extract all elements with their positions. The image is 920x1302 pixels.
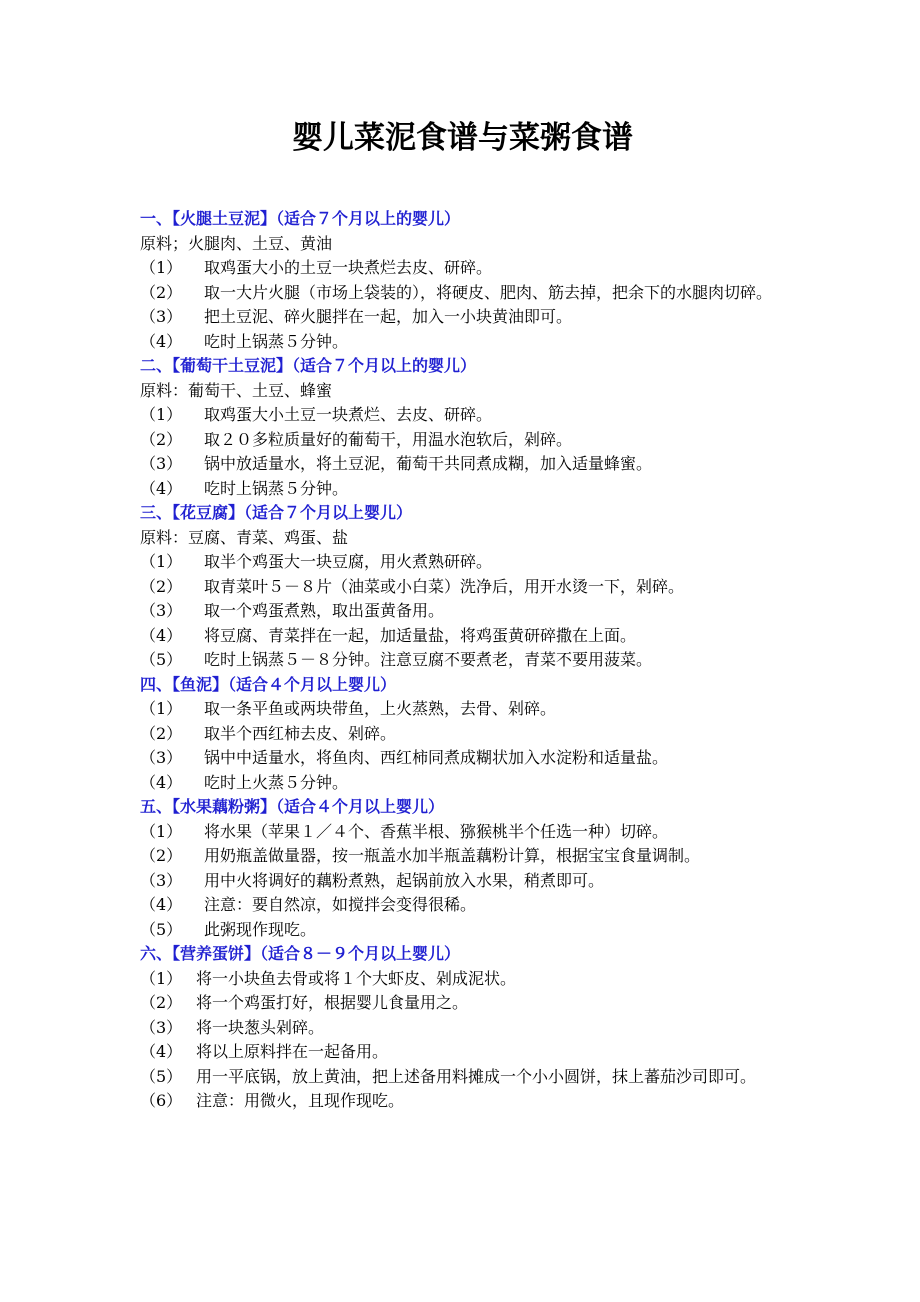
step-number: （2） (140, 723, 183, 743)
section-heading: 四、【鱼泥】（适合４个月以上婴儿） (140, 674, 397, 694)
step-text: 此粥现作现吃。 (204, 919, 317, 939)
step-text: 吃时上火蒸５分钟。 (204, 772, 349, 792)
ingredients-line: 原料；火腿肉、土豆、黄油 (140, 233, 333, 253)
step-number: （4） (140, 625, 183, 645)
step-line (140, 1016, 785, 1041)
step-number: （1） (140, 968, 183, 988)
step-text: 吃时上锅蒸５－８分钟。注意豆腐不要煮老，青菜不要用菠菜。 (204, 650, 653, 669)
step-number: （1） (140, 405, 183, 424)
step-number: （1） (140, 552, 183, 571)
ingredients-line: 原料：葡萄干、土豆、蜂蜜 (140, 380, 333, 400)
step-text: 锅中中适量水，将鱼肉、西红柿同煮成糊状加入水淀粉和适量盐。 (204, 748, 669, 767)
step-number: （3） (140, 870, 183, 890)
step-line (140, 648, 785, 673)
recipe-section (140, 501, 785, 673)
step-number: （5） (140, 919, 183, 939)
step-line (140, 967, 785, 992)
step-line (140, 403, 785, 428)
step-number: （3） (140, 748, 183, 767)
step-text: 取鸡蛋大小的土豆一块煮烂去皮、研碎。 (204, 258, 493, 277)
page-title: 婴儿菜泥食谱与菜粥食谱 (292, 120, 633, 156)
step-number: （5） (140, 1066, 183, 1086)
step-text: 吃时上锅蒸５分钟。 (204, 478, 349, 498)
step-number: （4） (140, 478, 183, 498)
step-number: （3） (140, 307, 183, 326)
step-number: （2） (140, 993, 183, 1012)
recipe-section (140, 673, 785, 796)
step-text: 取鸡蛋大小土豆一块煮烂、去皮、研碎。 (204, 405, 493, 424)
step-text: 取２０多粒质量好的葡萄干，用温水泡软后，剁碎。 (204, 429, 573, 449)
step-text: 锅中放适量水，将土豆泥，葡萄干共同煮成糊，加入适量蜂蜜。 (204, 454, 653, 473)
step-number: （4） (140, 772, 183, 792)
section-heading: 二、【葡萄干土豆泥】（适合７个月以上的婴儿） (140, 356, 477, 375)
step-line (140, 452, 785, 477)
step-line (140, 281, 785, 306)
recipe-list (140, 207, 785, 1114)
step-line (140, 722, 785, 747)
step-text: 取一条平鱼或两块带鱼，上火蒸熟，去骨、剁碎。 (204, 699, 557, 718)
recipe-section (140, 942, 785, 1114)
step-number: （2） (140, 429, 183, 449)
step-line (140, 991, 785, 1016)
step-number: （4） (140, 331, 183, 351)
step-line (140, 820, 785, 845)
step-text: 取一大片火腿（市场上袋装的），将硬皮、肥肉、筋去掉，把余下的水腿肉切碎。 (204, 282, 773, 302)
step-number: （2） (140, 846, 183, 865)
step-text: 用一平底锅，放上黄油，把上述备用料摊成一个小小圆饼，抹上蕃茄沙司即可。 (196, 1066, 757, 1086)
step-number: （1） (140, 699, 183, 718)
step-number: （1） (140, 821, 183, 841)
step-line (140, 746, 785, 771)
step-number: （1） (140, 258, 183, 277)
step-text: 取青菜叶５－８片（油菜或小白菜）洗净后，用开水烫一下，剁碎。 (204, 576, 685, 596)
section-heading: 六、【营养蛋饼】（适合８－９个月以上婴儿） (140, 944, 461, 963)
step-line (140, 305, 785, 330)
recipe-section (140, 795, 785, 942)
step-number: （2） (140, 576, 183, 596)
step-line (140, 771, 785, 796)
ingredients-line: 原料：豆腐、青菜、鸡蛋、盐 (140, 527, 349, 547)
step-line (140, 869, 785, 894)
step-text: 将以上原料拌在一起备用。 (196, 1042, 389, 1061)
step-text: 取半个西红柿去皮、剁碎。 (204, 723, 397, 743)
step-line (140, 1089, 785, 1114)
step-text: 取一个鸡蛋煮熟，取出蛋黄备用。 (204, 601, 445, 620)
section-heading: 三、【花豆腐】（适合７个月以上婴儿） (140, 503, 413, 522)
step-line (140, 1040, 785, 1065)
step-number: （2） (140, 282, 183, 302)
recipe-section (140, 207, 785, 354)
step-line (140, 697, 785, 722)
step-text: 注意：用微火，且现作现吃。 (196, 1091, 405, 1110)
step-line (140, 1065, 785, 1090)
step-text: 用奶瓶盖做量器，按一瓶盖水加半瓶盖藕粉计算，根据宝宝食量调制。 (204, 846, 701, 865)
step-text: 吃时上锅蒸５分钟。 (204, 331, 349, 351)
step-line (140, 575, 785, 600)
step-text: 将一小块鱼去骨或将１个大虾皮、剁成泥状。 (196, 968, 517, 988)
step-text: 用中火将调好的藕粉煮熟，起锅前放入水果，稍煮即可。 (204, 870, 605, 890)
section-heading: 一、【火腿土豆泥】（适合７个月以上的婴儿） (140, 209, 461, 228)
step-line (140, 893, 785, 918)
step-line (140, 256, 785, 281)
step-text: 把土豆泥、碎火腿拌在一起，加入一小块黄油即可。 (204, 307, 573, 326)
section-heading: 五、【水果藕粉粥】（适合４个月以上婴儿） (140, 797, 445, 816)
step-number: （3） (140, 601, 183, 620)
recipe-section (140, 354, 785, 501)
step-number: （3） (140, 454, 183, 473)
step-line (140, 599, 785, 624)
step-number: （4） (140, 895, 183, 914)
step-text: 将豆腐、青菜拌在一起，加适量盐，将鸡蛋黄研碎撒在上面。 (204, 625, 637, 645)
step-number: （3） (140, 1017, 183, 1037)
step-line (140, 918, 785, 943)
step-text: 将一块葱头剁碎。 (196, 1017, 325, 1037)
step-line (140, 428, 785, 453)
step-line (140, 330, 785, 355)
step-text: 将一个鸡蛋打好，根据婴儿食量用之。 (196, 993, 469, 1012)
step-line (140, 844, 785, 869)
step-text: 注意：要自然凉，如搅拌会变得很稀。 (204, 895, 477, 914)
step-number: （4） (140, 1042, 183, 1061)
step-number: （6） (140, 1091, 183, 1110)
step-text: 取半个鸡蛋大一块豆腐，用火煮熟研碎。 (204, 552, 493, 571)
step-line (140, 624, 785, 649)
step-line (140, 477, 785, 502)
step-line (140, 550, 785, 575)
step-text: 将水果（苹果１／４个、香蕉半根、猕猴桃半个任选一种）切碎。 (204, 821, 669, 841)
step-number: （5） (140, 650, 183, 669)
